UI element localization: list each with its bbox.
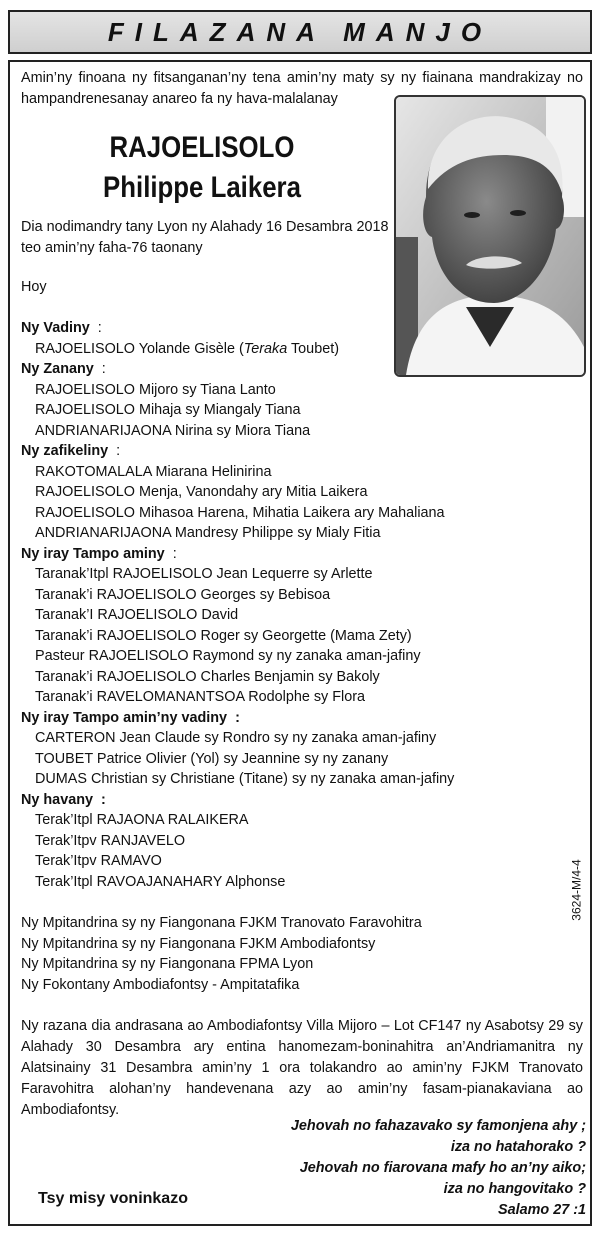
verse-line: Jehovah no fahazavako sy famonjena ahy ;	[290, 1118, 586, 1134]
family-list	[21, 277, 561, 892]
no-flowers-note: Tsy misy voninkazo	[38, 1190, 188, 1207]
group-havany-header: Ny havany :	[21, 791, 106, 808]
churches-list	[21, 913, 561, 995]
header-title: FILAZANA MANJO	[107, 16, 493, 47]
list-item: Ny Mpitandrina sy ny Fiangonana FJKM Ambodiafontsy	[21, 935, 376, 952]
list-item: RAJOELISOLO Mihasoa Harena, Mihatia Laikera ary Mahaliana	[35, 504, 445, 521]
deceased-firstname: Philippe Laikera	[103, 171, 301, 204]
list-item: RAJOELISOLO Mijoro sy Tiana Lanto	[35, 381, 276, 398]
list-item: DUMAS Christian sy Christiane (Titane) sy ny zanaka aman-jafiny	[35, 771, 455, 787]
verse-line: iza no hatahorako ?	[450, 1139, 586, 1155]
verse-line: iza no hangovitako ?	[443, 1181, 586, 1197]
list-item: Terak’Itpv RAMAVO	[35, 853, 162, 869]
group-tampo-header: Ny iray Tampo aminy :	[21, 545, 177, 562]
deceased-name	[21, 128, 383, 208]
list-item: RAKOTOMALALA Miarana Helinirina	[35, 463, 272, 480]
death-info	[21, 217, 401, 259]
group-vadiny-label: Ny Vadiny	[21, 320, 90, 336]
list-item: Terak’Itpl RAVOAJANAHARY Alphonse	[35, 873, 286, 890]
list-item: Terak’Itpv RANJAVELO	[35, 832, 186, 849]
verse-line: Jehovah no fiarovana mafy ho an’ny aiko;	[299, 1160, 586, 1176]
list-item: ANDRIANARIJAONA Nirina sy Miora Tiana	[35, 422, 311, 439]
group-tampo-vadiny-label: Ny iray Tampo amin’ny vadiny	[21, 709, 228, 726]
list-item: CARTERON Jean Claude sy Rondro sy ny zanaka aman-jafiny	[35, 730, 437, 746]
reference-code	[565, 845, 589, 935]
group-zafikeliny-label: Ny zafikeliny	[21, 443, 109, 459]
group-tampo-vadiny-header: Ny iray Tampo amin’ny vadiny :	[21, 709, 240, 726]
list-item: Taranak’i RAJOELISOLO Charles Benjamin sy Bakoly	[35, 668, 380, 685]
list-item: Taranak’i RAVELOMANANTSOA Rodolphe sy Flora	[35, 689, 366, 705]
list-item: Terak’Itpl RAJAONA RALAIKERA	[35, 812, 249, 828]
list-item: Taranak’i RAJOELISOLO Roger sy Georgette (Mama Zety)	[35, 627, 412, 644]
group-zanany-label: Ny Zanany	[21, 361, 94, 377]
group-zanany-header: Ny Zanany :	[21, 361, 106, 377]
reference-code-text: 3624-M/4-4	[570, 859, 584, 921]
list-item: Ny Mpitandrina sy ny Fiangonana FPMA Lyon	[21, 956, 314, 972]
hoy-label: Hoy	[21, 279, 47, 295]
list-item: ANDRIANARIJAONA Mandresy Philippe sy Mialy Fitia	[35, 525, 381, 541]
group-vadiny-header: Ny Vadiny :	[21, 320, 102, 336]
bible-verse	[246, 1116, 586, 1221]
group-zafikeliny-header: Ny zafikeliny :	[21, 443, 121, 459]
death-date-line: Dia nodimandry tany Lyon ny Alahady 16 Desambra 2018	[21, 219, 389, 235]
list-item: RAJOELISOLO Mihaja sy Miangaly Tiana	[35, 402, 301, 418]
header-band	[8, 10, 592, 54]
list-item: Ny Fokontany Ambodiafontsy - Ampitatafika	[21, 976, 300, 993]
list-item: Pasteur RAJOELISOLO Raymond sy ny zanaka aman-jafiny	[35, 648, 421, 664]
list-item: Ny Mpitandrina sy ny Fiangonana FJKM Tranovato Faravohitra	[21, 915, 422, 931]
list-item: Taranak’i RAJOELISOLO Georges sy Bebisoa	[35, 586, 331, 603]
deceased-surname: RAJOELISOLO	[109, 131, 295, 164]
group-tampo-label: Ny iray Tampo aminy	[21, 545, 165, 562]
intro-text: Amin’ny finoana ny fitsanganan’ny tena amin’ny maty sy ny fiainana mandrakizay no hampandrenesanay anareo fa ny hava-malalanay	[21, 70, 583, 107]
death-age-line: teo amin’ny faha-76 taonany	[21, 240, 203, 256]
list-item: TOUBET Patrice Olivier (Yol) sy Jeannine sy ny zanany	[35, 750, 389, 767]
funeral-details: Ny razana dia andrasana ao Ambodiafontsy Villa Mijoro – Lot CF147 ny Asabotsy 29 sy Alahady 30 Desambra ary entina hanomezam-boninahitra an’Andriamanitra ny Alatsinainy 31 Desambra amin’ny 1 ora tolakandro ao amin’ny FJKM Tranovato Faravohitra alohan’ny handevenana azy ao amin’ny fasam-pianakaviana ao Ambodiafontsy.	[21, 1018, 583, 1118]
list-item: Taranak’I RAJOELISOLO David	[35, 607, 239, 623]
list-item: RAJOELISOLO Yolande Gisèle (Teraka Toubet)	[35, 340, 339, 357]
group-havany-label: Ny havany	[21, 791, 93, 808]
list-item: Taranak’Itpl RAJOELISOLO Jean Lequerre sy Arlette	[35, 566, 373, 582]
verse-reference: Salamo 27 :1	[498, 1202, 586, 1218]
list-item: RAJOELISOLO Menja, Vanondahy ary Mitia Laikera	[35, 484, 368, 500]
